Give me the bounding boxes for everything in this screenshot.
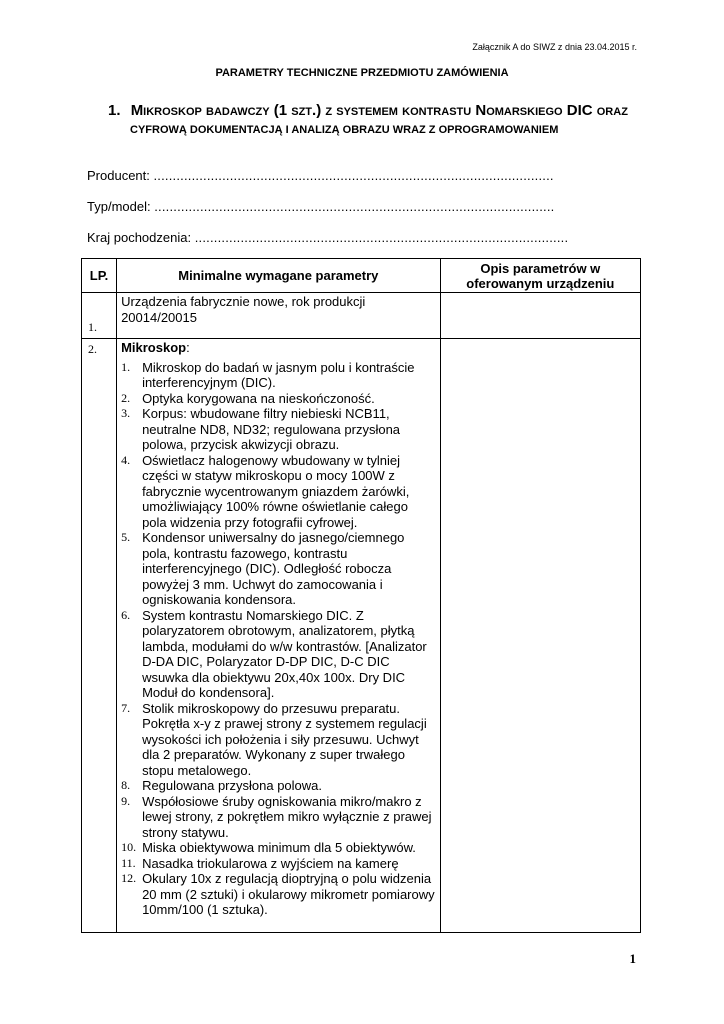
list-item-text: Miska obiektywowa minimum dla 5 obiektywów. [142,840,416,855]
list-item-text: Nasadka triokularowa z wyjściem na kamerę [142,855,399,871]
table-row [82,339,641,933]
page-number: 1 [629,951,636,966]
section-subtitle: CYFROWĄ DOKUMENTACJĄ I ANALIZĄ OBRAZU WRAZ Z OPROGRAMOWANIEM [130,124,559,136]
list-item-number: 9. [121,793,131,808]
row1-line1: Urządzenia fabrycznie nowe, rok produkcji [121,294,366,309]
list-item-number: 10. [121,840,137,854]
list-item-number: 1. [121,359,131,374]
row1-offer[interactable] [440,293,640,339]
header-params: Minimalne wymagane parametry [117,259,441,293]
list-item [121,856,436,872]
list-item-number: 8. [121,778,131,792]
row1-lp: 1. [82,293,117,339]
table-header-row [82,259,641,293]
row1-params [117,293,441,339]
list-item [121,840,436,856]
list-item [121,871,436,918]
header-offer-line2: oferowanym urządzeniu [466,275,615,291]
list-item-text: Okulary 10x z regulacją dioptryjną o polu widzenia 20 mm (2 sztuki) i okularowy mikrometr pomiarowy 10mm/100 (1 sztuka). [142,871,435,917]
list-item [121,778,436,794]
list-item-number: 7. [121,700,131,715]
list-item-number: 11. [121,855,136,870]
section-title-line1: Mikroskop badawczy (1 szt.) z systemem kontrastu Nomarskiego DIC oraz [130,102,628,119]
list-item-number: 2. [121,390,131,405]
list-item [121,701,436,779]
list-item-number: 5. [121,530,131,544]
document-heading: PARAMETRY TECHNICZNE PRZEDMIOTU ZAMÓWIENIA [215,67,509,79]
list-item-text: System kontrastu Nomarskiego DIC. Z polaryzatorem obrotowym, analizatorem, płytką lambda, modułami do w/w kontrastów. [Analizator D-DA DIC, Polaryzator D-DP DIC, D-C DIC wsuwka dla obiektywu 20x,40x 100x. Dry DIC Moduł do kondensora]. [142,607,427,700]
header-lp: LP. [82,259,117,293]
row1-line2: 20014/20015 [121,309,197,325]
microscope-spec-list [121,360,436,918]
list-item [121,794,436,841]
list-item-number: 12. [121,871,137,885]
model-field: Typ/model: ......................................................................................................... [87,199,555,214]
list-item [121,608,436,701]
list-item-text: Oświetlacz halogenowy wbudowany w tylniej części w statyw mikroskopu o mocy 100W z fabrycznie wycentrowanym gniazdem żarówki, umożliwiający 100% równe oświetlanie całego pola widzenia przy fotografii cyfrowej. [142,452,410,530]
header-offer-line1: Opis parametrów w [480,260,601,276]
list-item-text: Stolik mikroskopowy do przesuwu preparatu. Pokrętła x-y z prawej strony z systemem regulacji wysokości ich położenia i siły przesuwu. Uchwyt dla 2 preparatów. Wykonany z super trwałego stopu metalowego. [142,700,427,778]
list-item-number: 3. [121,406,131,420]
list-item-text: Optyka korygowana na nieskończoność. [142,390,375,406]
row2-lp: 2. [82,339,117,933]
table-row [82,293,641,339]
list-item-text: Regulowana przysłona polowa. [142,778,323,793]
list-item-text: Mikroskop do badań w jasnym polu i kontraście interferencyjnym (DIC). [142,359,415,390]
annex-note: Załącznik A do SIWZ z dnia 23.04.2015 r. [472,42,637,52]
list-item-number: 4. [121,452,131,467]
row2-params: Mikroskop: 1. Mikroskop do badań w jasnym polu i kontraście interferencyjnym (DIC). 2. Optyka korygowana na nieskończoność. 3. Korpus: wbudowane filtry niebieski NCB11, neutralne ND8, ND32; regulowana przysłona polowa, przycisk akwizycji obrazu. 4. Oświetlacz halogenowy wbudowany w tylniej części w statyw mikroskopu o mocy 100W z fabrycznie wycentrowanym gniazdem żarówki, umożliwiający 100% równe oświetlanie całego pola widzenia przy fotografii cyfrowej. 5. Kondensor uniwersalny do jasnego/ciemnego pola, kontrastu fazowego, kontrastu interferencyjnego (DIC). Odległość robocza powyżej 3 mm. Uchwyt do zamocowania i ogniskowania kondensora. 6. System kontrastu Nomarskiego DIC. Z polaryzatorem obrotowym, analizatorem, płytką lambda, modułami do w/w kontrastów. [Analizator D-DA DIC, Polaryzator D-DP DIC, D-C DIC wsuwka dla obiektywu 20x,40x 100x. Dry DIC Moduł do kondensora]. 7. Stolik mikroskopowy do przesuwu preparatu. Pokrętła x-y z prawej strony z systemem regulacji wysokości ich położenia i siły przesuwu. Uchwyt dla 2 preparatów. Wykonany z super trwałego stopu metalowego. 8. Regulowana przysłona polowa. 9. Współosiowe śruby ogniskowania mikro/makro z lewej strony, z pokrętłem mikro wyłącznie z prawej strony statywu. 10. Miska obiektywowa minimum dla 5 obiektywów. 11. Nasadka triokularowa z wyjściem na kamerę 12. Okulary 10x z regulacją dioptryjną o polu widzenia 20 mm (2 sztuki) i okularowy mikrometr pomiarowy 10mm/100 (1 sztuka). [117,339,441,933]
list-item-text: Korpus: wbudowane filtry niebieski NCB11, neutralne ND8, ND32; regulowana przysłona polowa, przycisk akwizycji obrazu. [142,406,401,452]
parameters-table [81,258,641,933]
origin-label: Kraj pochodzenia: [87,230,192,245]
row2-title: Mikroskop [121,340,187,355]
model-label: Typ/model: [87,199,151,214]
list-item-text: Współosiowe śruby ogniskowania mikro/makro z lewej strony, z pokrętłem mikro wyłącznie z prawej strony statywu. [142,793,432,840]
list-item [121,406,436,453]
list-item [121,453,436,531]
row2-offer[interactable] [440,339,640,933]
section-number: 1. [108,102,121,119]
producer-label: Producent: [87,168,150,183]
section-title [108,102,628,119]
list-item-number: 6. [121,607,131,622]
producer-field: Producent: ......................................................................................................... [87,168,554,183]
header-offer [440,259,640,293]
list-item [121,391,436,407]
list-item-text: Kondensor uniwersalny do jasnego/ciemnego pola, kontrastu fazowego, kontrastu interferencyjnego (DIC). Odległość robocza powyżej 3 mm. Uchwyt do zamocowania i ogniskowania kondensora. [142,530,405,607]
list-item [121,360,436,391]
list-item [121,530,436,608]
origin-field: Kraj pochodzenia: .................................................................................................. [87,230,569,245]
